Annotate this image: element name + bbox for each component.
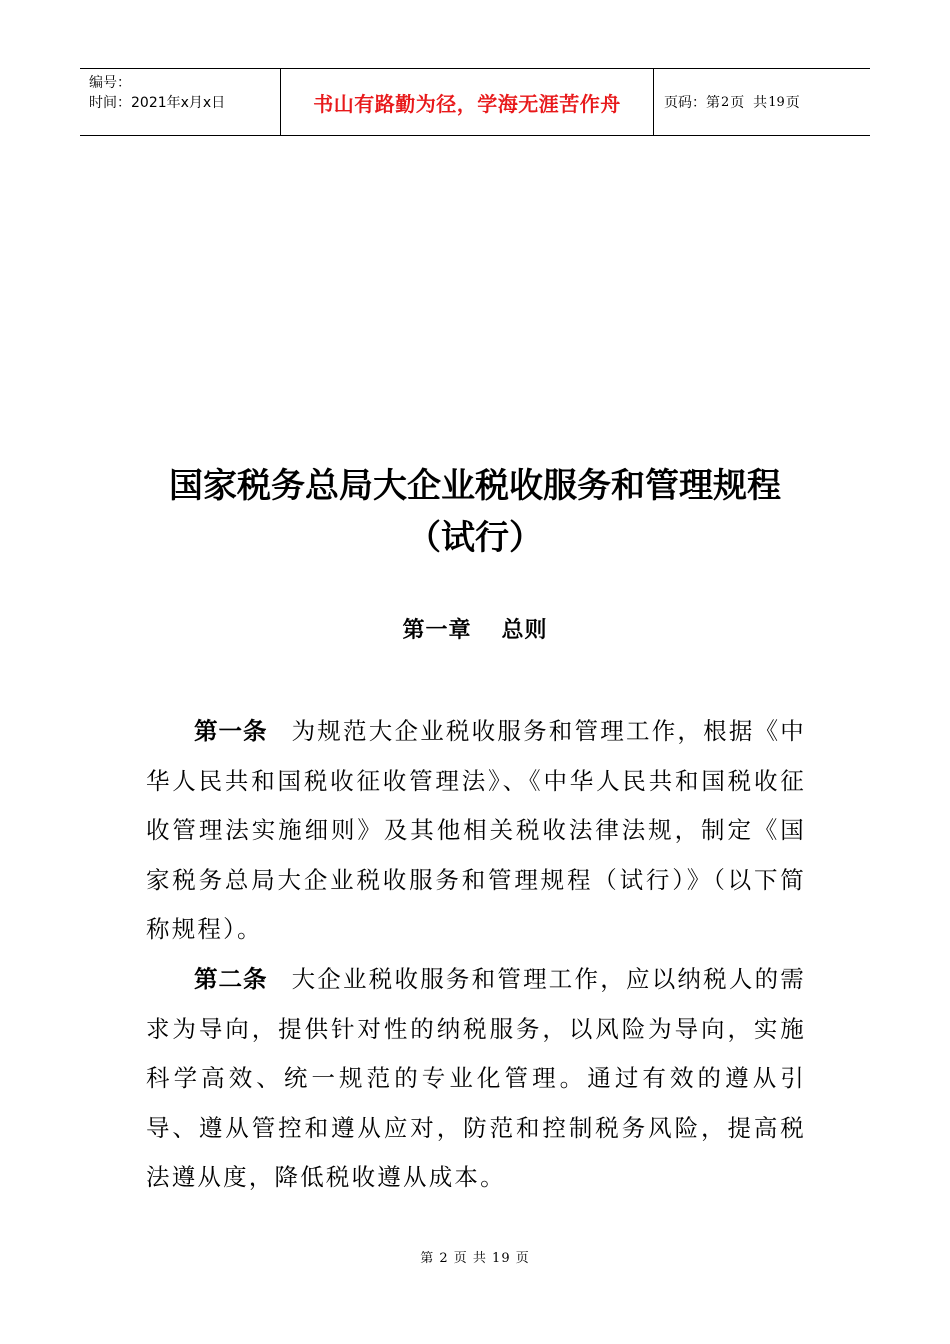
header-motto: 书山有路勤为径，学海无涯苦作舟 xyxy=(313,91,621,116)
article-text: 大企业税收服务和管理工作，应以纳税人的需求为导向，提供针对性的纳税服务，以风险为导向，实施科学高效、统一规范的专业化管理。通过有效的遵从引导、遵从管控和遵从应对，防范和控制税务风险，提高税法遵从度，降低税收遵从成本。 xyxy=(146,965,807,1191)
page-prefix: 页码：第 xyxy=(664,95,720,111)
number-label: 编号： xyxy=(89,75,131,91)
article-label: 第二条 xyxy=(194,965,268,993)
header-motto-cell xyxy=(281,69,654,135)
document-title-subtitle: （试行） xyxy=(407,518,543,558)
header-page-cell xyxy=(654,69,870,135)
header-meta-cell xyxy=(80,69,281,135)
chapter-heading xyxy=(0,613,950,644)
page-footer: 第 2 页 共 19 页 xyxy=(420,1251,530,1266)
article-paragraph xyxy=(146,955,806,1203)
article-text: 为规范大企业税收服务和管理工作，根据《中华人民共和国税收征收管理法》、《中华人民共和国税收征收管理法实施细则》及其他相关税收法律法规，制定《国家税务总局大企业税收服务和管理规程（试行）》（以下简称规程）。 xyxy=(146,717,807,943)
article-label: 第一条 xyxy=(194,717,268,745)
chapter-number: 第一章 xyxy=(402,617,472,643)
chapter-name: 总则 xyxy=(501,617,548,643)
page-middle: 页 共 xyxy=(730,95,768,111)
document-title: 国家税务总局大企业税收服务和管理规程 xyxy=(169,466,781,506)
article-paragraph xyxy=(146,707,806,955)
document-header xyxy=(80,68,870,136)
page-suffix: 页 xyxy=(785,95,800,111)
time-label: 时间：2021年x月x日 xyxy=(89,95,226,111)
page-current: 2 xyxy=(721,94,730,110)
page-total: 19 xyxy=(768,94,785,110)
